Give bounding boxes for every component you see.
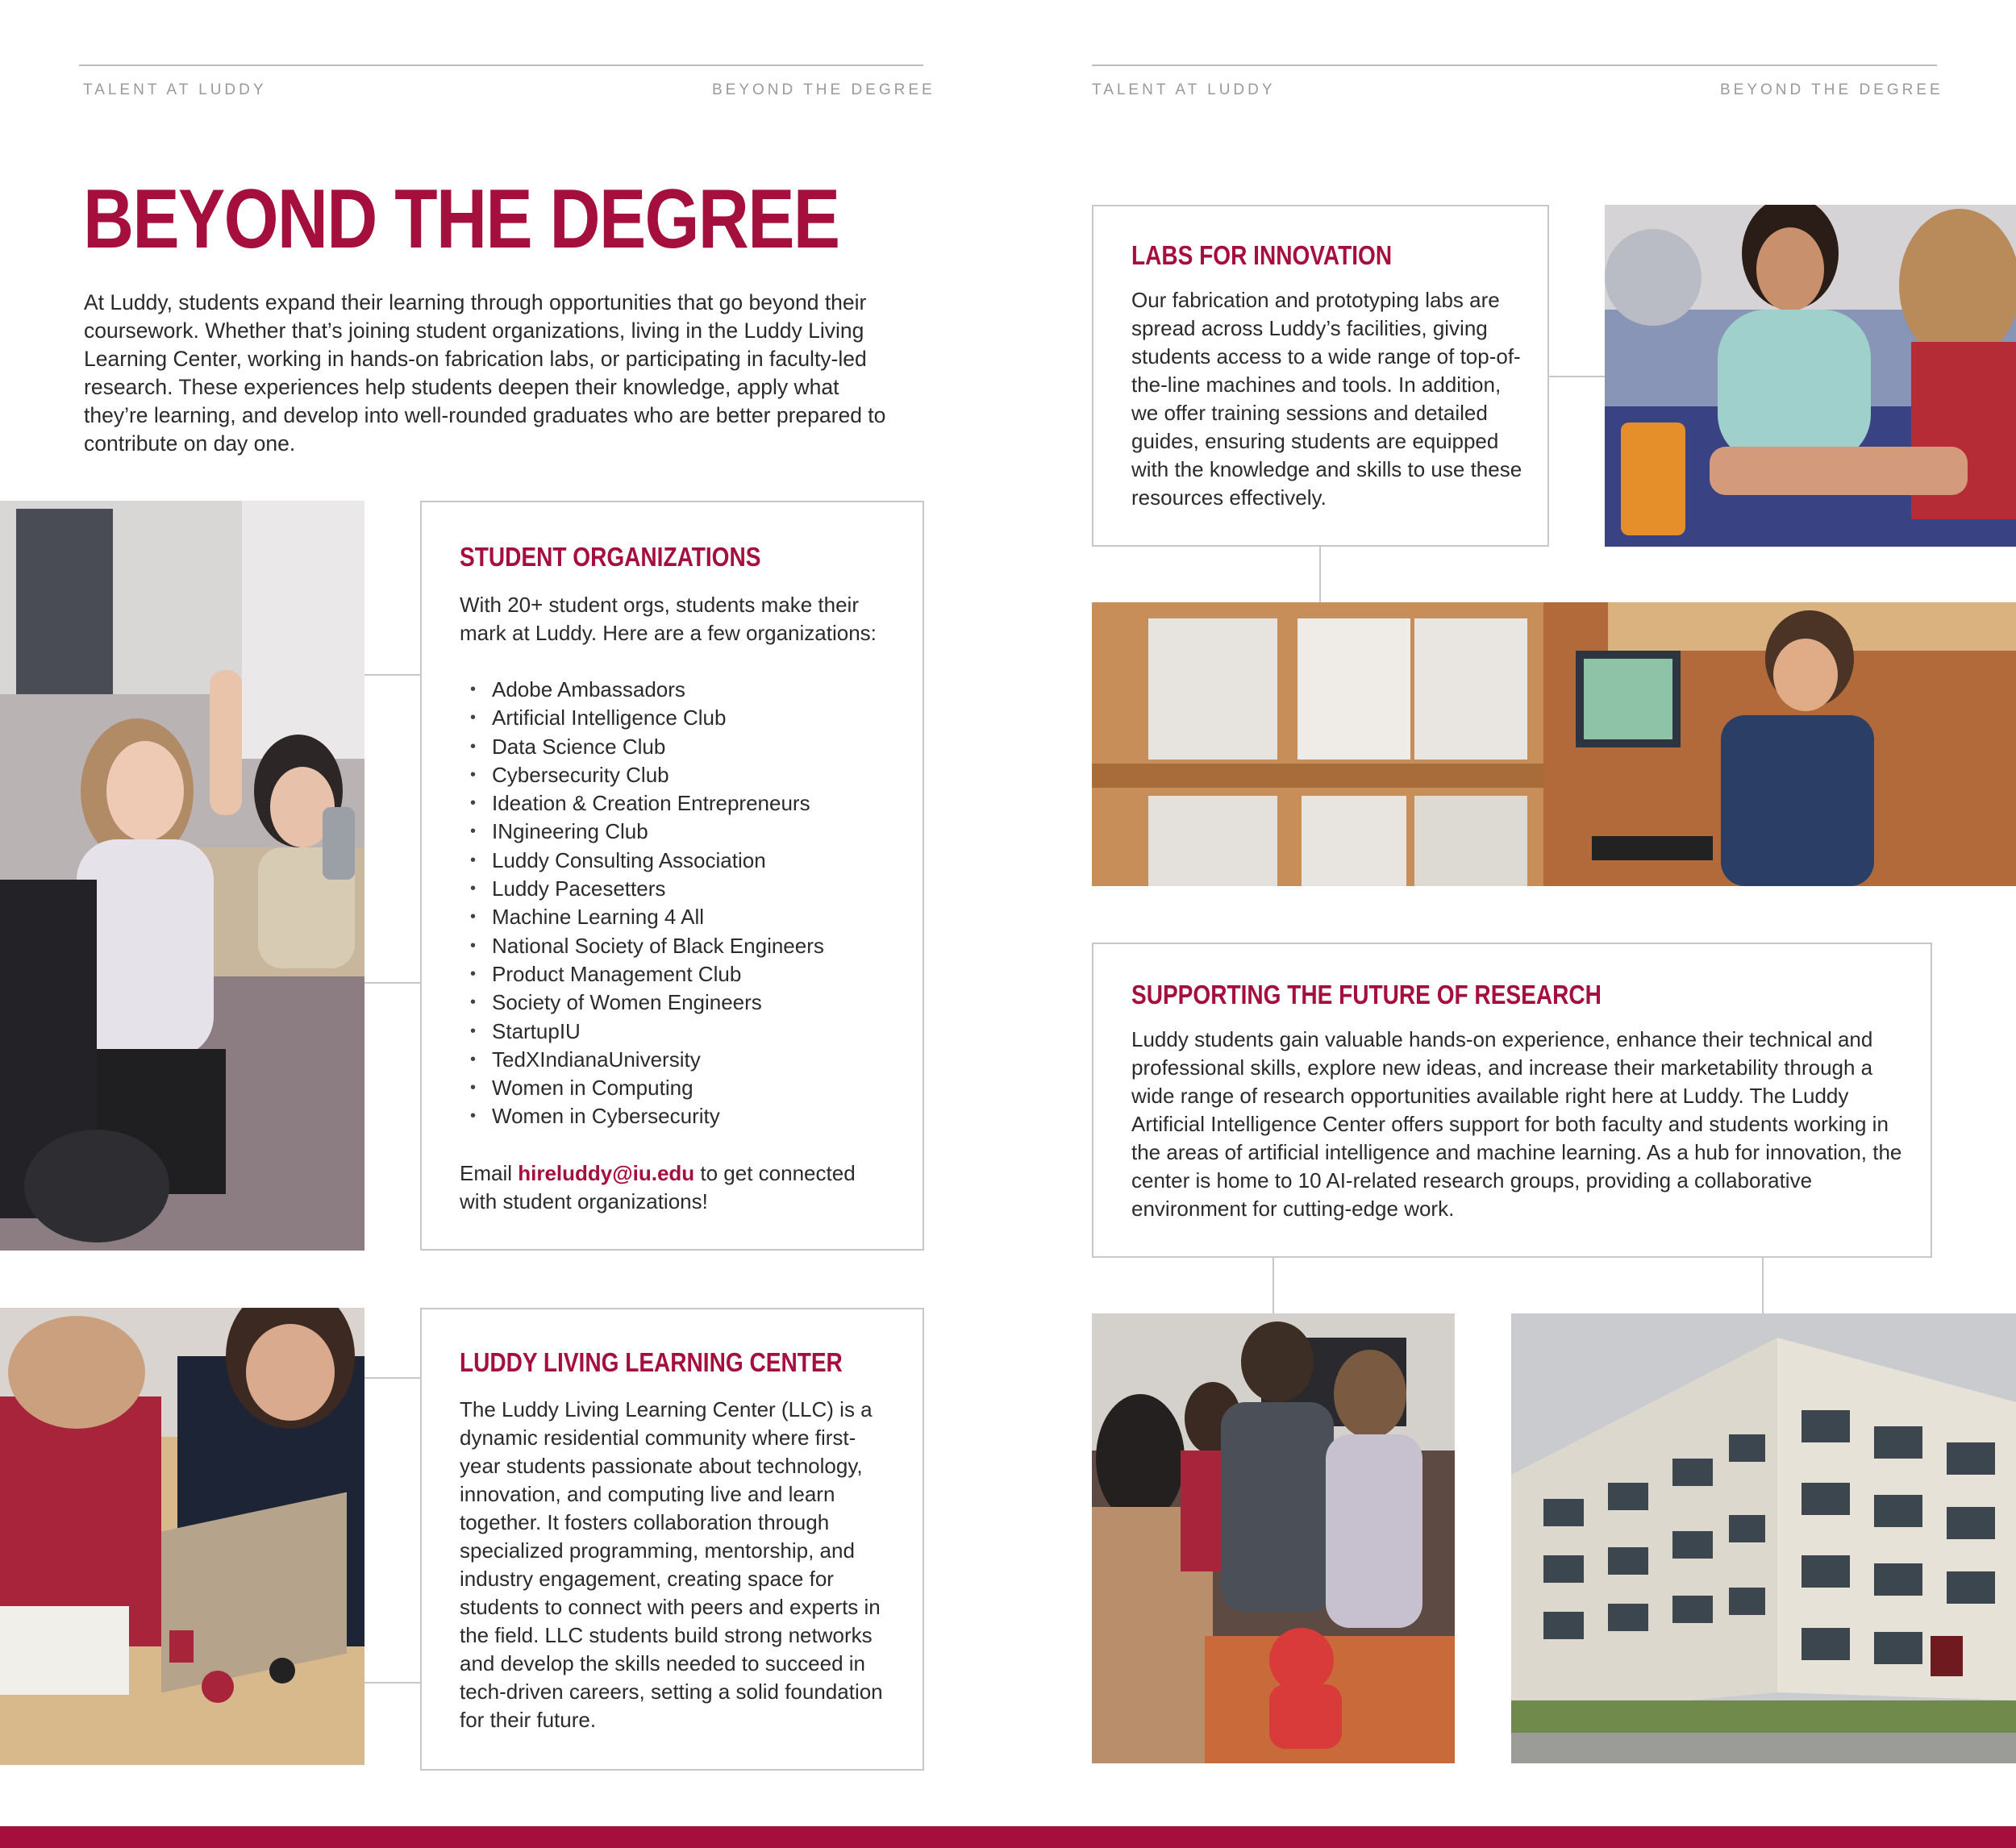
photo-luddy-ai-building (1511, 1313, 2016, 1763)
photo-3d-printers-lab (1092, 602, 2016, 886)
list-item: • Artificial Intelligence Club (460, 704, 895, 732)
photo-llc-students-laptop (0, 1308, 364, 1765)
running-head-right-page-left: TALENT AT LUDDY (1092, 81, 1276, 98)
connector-line (1319, 547, 1321, 602)
running-head-right-page-right: BEYOND THE DEGREE (1720, 81, 1943, 98)
list-item: • StartupIU (460, 1018, 895, 1046)
top-rule-right (1092, 65, 1937, 66)
list-item: • Society of Women Engineers (460, 989, 895, 1017)
list-item: • Luddy Pacesetters (460, 875, 895, 903)
footer-bar (0, 1826, 2016, 1848)
list-item: • Ideation & Creation Entrepreneurs (460, 789, 895, 818)
running-head-left-page-left: TALENT AT LUDDY (83, 81, 267, 98)
list-item: • Luddy Consulting Association (460, 847, 895, 875)
labs-body: Our fabrication and prototyping labs are spread across Luddy’s facilities, giving students access to a wide range of top-of-the-line machines and tools. In addition, we offer training sessions and detailed guides, ensuring students are equipped with the knowledge and skills to use these resources effectively. (1131, 288, 1522, 510)
photo-research-robot (1092, 1313, 1455, 1763)
contact-prefix: Email (460, 1160, 519, 1185)
connector-line (364, 674, 420, 676)
list-item: • Adobe Ambassadors (460, 676, 895, 704)
intro-paragraph: At Luddy, students expand their learning through opportunities that go beyond their coursework. Whether that’s joining student organizations, living in the Luddy Living Learning Center, working in hands-on fabrication labs, or participating in faculty-led research. These experiences help students deepen their knowledge, apply what they’re learning, and develop into well-rounded graduates who are better prepared to contribute on day one. (84, 290, 886, 456)
contact-paragraph (460, 1159, 895, 1216)
connector-line (1272, 1258, 1274, 1313)
labs-heading: LABS FOR INNOVATION (1131, 240, 1393, 270)
connector-line (364, 982, 420, 984)
contact-suffix: to get connected with student organizations! (460, 1160, 856, 1213)
connector-line (364, 1682, 420, 1684)
connector-line (364, 1377, 420, 1379)
list-item: • Product Management Club (460, 960, 895, 989)
llc-body: The Luddy Living Learning Center (LLC) is a dynamic residential community where first-year students passionate about technology, innovation, and computing live and learn together. It fosters collaboration through specialized programming, mentorship, and industry engagement, creating space for students to connect with peers and experts in the field. LLC students build strong networks and develop the skills needed to succeed in tech-driven careers, setting a solid foundation for their future. (460, 1397, 883, 1732)
top-rule-left (79, 65, 923, 66)
llc-heading: LUDDY LIVING LEARNING CENTER (460, 1347, 843, 1377)
list-item: • Women in Cybersecurity (460, 1102, 895, 1130)
research-body: Luddy students gain valuable hands-on experience, enhance their technical and professional skills, explore new ideas, and increase their marketability through a wide range of research opportunities available right here at Luddy. The Luddy Artificial Intelligence Center offers support for both faculty and students working in the areas of artificial intelligence and machine learning. As a hub for innovation, the center is home to 10 AI-related research groups, providing a collaborative environment for cutting-edge work. (1131, 1027, 1902, 1221)
labs-box (1092, 205, 1549, 547)
list-item: • Data Science Club (460, 733, 895, 761)
email-link[interactable]: hireluddy@iu.edu (518, 1160, 695, 1185)
list-item: • TedXIndianaUniversity (460, 1046, 895, 1074)
list-item: • INgineering Club (460, 818, 895, 846)
list-item: • Machine Learning 4 All (460, 903, 895, 931)
research-heading: SUPPORTING THE FUTURE OF RESEARCH (1131, 980, 1602, 1009)
connector-line (1762, 1258, 1764, 1313)
list-item: • Cybersecurity Club (460, 761, 895, 789)
list-item: • Women in Computing (460, 1074, 895, 1102)
list-item: • National Society of Black Engineers (460, 932, 895, 960)
photo-student-org-meeting (0, 501, 364, 1251)
connector-line (1549, 376, 1605, 377)
student-organizations-heading: STUDENT ORGANIZATIONS (460, 542, 761, 572)
research-box (1092, 943, 1932, 1258)
student-organizations-box (420, 501, 924, 1251)
organizations-list (460, 676, 895, 1131)
running-head-left-page-right: BEYOND THE DEGREE (712, 81, 935, 98)
llc-box (420, 1308, 924, 1771)
student-organizations-lead: With 20+ student orgs, students make their mark at Luddy. Here are a few organizations: (460, 593, 877, 645)
photo-lab-students-tools (1605, 205, 2016, 547)
page-title: BEYOND THE DEGREE (83, 173, 839, 266)
